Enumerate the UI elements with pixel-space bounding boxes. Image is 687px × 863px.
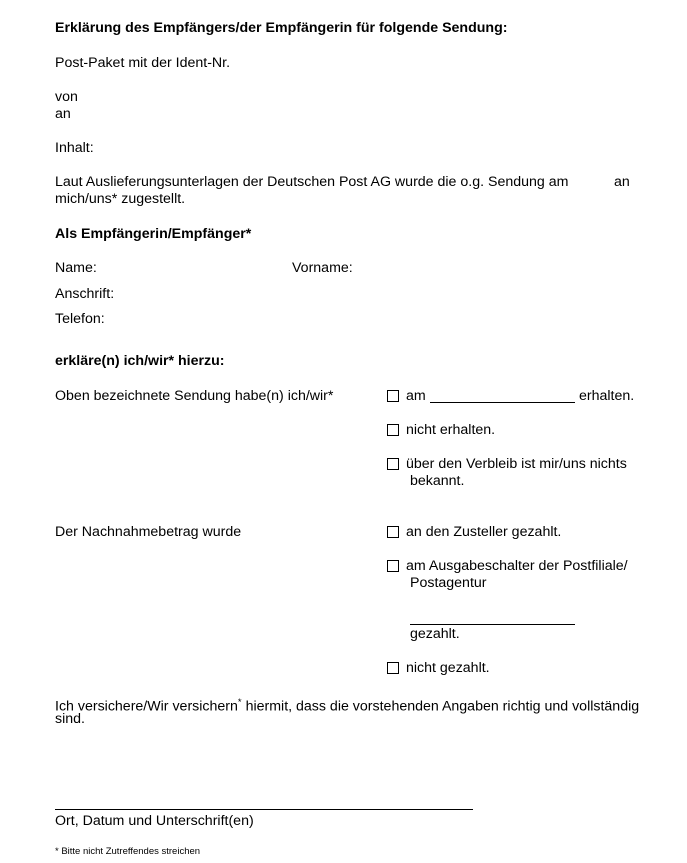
received-checkbox[interactable] [387, 390, 399, 402]
phone-label: Telefon: [55, 311, 105, 327]
assurance-line2: sind. [55, 711, 85, 727]
whereabouts-unknown-line1: über den Verbleib ist mir/uns nichts [406, 456, 627, 472]
content-label: Inhalt: [55, 140, 94, 156]
paid-counter-line2: Postagentur [410, 575, 487, 591]
delivery-statement-line1: Laut Auslieferungsunterlagen der Deutschen Post AG wurde die o.g. Sendung am [55, 174, 569, 190]
assurance-line1-b: hiermit, dass die vorstehenden Angaben richtig und vollständig [241, 698, 640, 715]
footnote: * Bitte nicht Zutreffendes streichen [55, 846, 201, 857]
recipient-heading: Als Empfängerin/Empfänger* [55, 226, 252, 242]
address-label: Anschrift: [55, 286, 115, 302]
received-date-line[interactable] [430, 402, 575, 403]
package-id-label: Post-Paket mit der Ident-Nr. [55, 55, 231, 71]
received-suffix: erhalten. [579, 388, 635, 404]
cod-question: Der Nachnahmebetrag wurde [55, 524, 242, 540]
shipment-question: Oben bezeichnete Sendung habe(n) ich/wir* [55, 388, 334, 404]
assurance-footnote-mark: * [237, 697, 242, 708]
received-on-label: am [406, 388, 426, 404]
whereabouts-unknown-checkbox[interactable] [387, 458, 399, 470]
not-paid-label: nicht gezahlt. [406, 660, 490, 676]
not-received-label: nicht erhalten. [406, 422, 496, 438]
sender-label: von [55, 89, 78, 105]
form-title: Erklärung des Empfängers/der Empfängerin für folgende Sendung: [55, 20, 508, 36]
paid-courier-checkbox[interactable] [387, 526, 399, 538]
delivery-statement-an: an [614, 174, 630, 190]
declaration-heading: erkläre(n) ich/wir* hierzu: [55, 353, 225, 369]
paid-counter-line1: am Ausgabeschalter der Postfiliale/ [406, 558, 628, 574]
paid-counter-checkbox[interactable] [387, 560, 399, 572]
delivery-statement-line2: mich/uns* zugestellt. [55, 191, 186, 207]
paid-counter-amount-line[interactable] [410, 624, 575, 625]
assurance-line1 [55, 694, 639, 716]
signature-label: Ort, Datum und Unterschrift(en) [55, 813, 254, 829]
paid-courier-label: an den Zusteller gezahlt. [406, 524, 562, 540]
signature-line[interactable] [55, 809, 473, 810]
receiver-label: an [55, 106, 71, 122]
not-received-checkbox[interactable] [387, 424, 399, 436]
assurance-line1-a: Ich versichere/Wir versichern [55, 698, 238, 715]
not-paid-checkbox[interactable] [387, 662, 399, 674]
firstname-label: Vorname: [292, 260, 353, 276]
name-label: Name: [55, 260, 97, 276]
whereabouts-unknown-line2: bekannt. [410, 473, 465, 489]
paid-counter-suffix: gezahlt. [410, 626, 460, 642]
